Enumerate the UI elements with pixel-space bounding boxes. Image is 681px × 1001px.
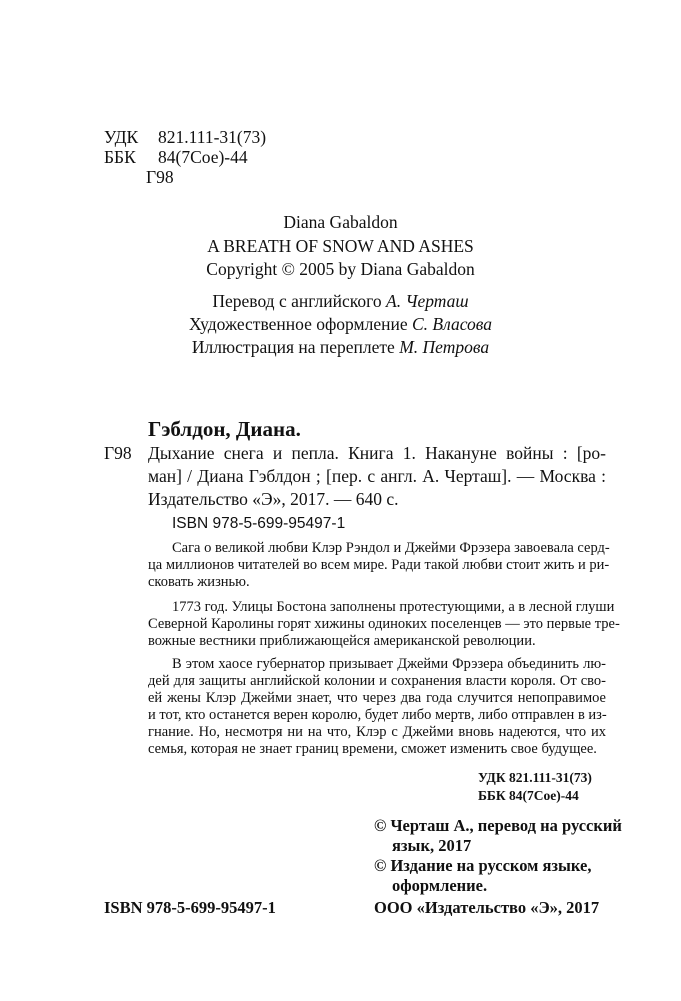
copyright-line: © Черташ А., перевод на русский [374,816,622,835]
annotation-line: семья, которая не знает границ времени, сможет изменить свое будущее. [148,741,597,757]
annotation-line: В этом хаосе губернатор призывает Джейми Фрэзера объединить лю- [172,656,606,672]
author-mark: Г98 [146,167,174,187]
credit-name: М. Петрова [399,337,490,357]
bbk-value: 84(7Сое)-44 [158,147,248,167]
credit-design [0,314,681,335]
credit-translation [0,291,681,312]
bbk-label: ББК [104,147,136,167]
bottom-isbn: ISBN 978-5-699-95497-1 [104,898,276,917]
catalog-description-line: Дыхание снега и пепла. Книга 1. Накануне войны : [ро- [148,443,606,463]
credit-role: Иллюстрация на переплете [191,337,395,357]
copyright-line: © Издание на русском языке, [374,856,592,875]
catalog-mark: Г98 [104,443,132,463]
udk-value: 821.111-31(73) [158,127,267,147]
udk-code: УДК 821.111-31(73) [478,770,592,785]
credit-name: С. Власова [411,314,492,334]
annotation-line: сковать жизнью. [148,574,250,590]
annotation-line: ца миллионов читателей во всем мире. Ради такой любви стоит жить и ри- [148,557,610,573]
original-title: A BREATH OF SNOW AND ASHES [207,236,474,256]
original-author: Diana Gabaldon [283,212,398,232]
catalog-description-line: Издательство «Э», 2017. — 640 с. [148,489,399,509]
copyright-line: язык, 2017 [392,836,472,855]
annotation-line: 1773 год. Улицы Бостона заполнены протестующими, а в лесной глуши [172,599,615,615]
udk-label: УДК [104,127,139,147]
annotation-line: гнание. Но, несмотря ни на что, Клэр с Джейми вновь надеются, что их [148,724,606,740]
annotation-line: дей для защиты английской колонии и сохранения власти короля. От сво- [148,673,606,689]
credit-illustration [0,337,681,358]
copyright-line: ООО «Издательство «Э», 2017 [374,898,600,917]
annotation-line: Северной Каролины горят хижины одиноких поселенцев — это первые тре- [148,616,620,632]
original-copyright: Copyright © 2005 by Diana Gabaldon [206,259,475,279]
credit-name: А. Черташ [386,291,469,311]
copyright-line: оформление. [392,876,488,895]
annotation-line: вожные вестники приближающейся американской революции. [148,633,536,649]
bbk-code: ББК 84(7Сое)-44 [478,788,579,803]
annotation-line: Сага о великой любви Клэр Рэндол и Джейми Фрэзера завоевала серд- [172,540,610,556]
catalog-heading: Гэблдон, Диана. [148,417,301,441]
credit-role: Художественное оформление [189,314,408,334]
credit-role: Перевод с английского [212,291,382,311]
annotation-line: ей жены Клэр Джейми знает, что через два года случится непоправимое [148,690,606,706]
annotation-line: и тот, кто останется верен королю, будет либо мертв, либо отправлен в из- [148,707,607,723]
catalog-isbn: ISBN 978-5-699-95497-1 [172,515,346,532]
catalog-description-line: ман] / Диана Гэблдон ; [пер. с англ. А. Черташ]. — Москва : [148,466,606,486]
